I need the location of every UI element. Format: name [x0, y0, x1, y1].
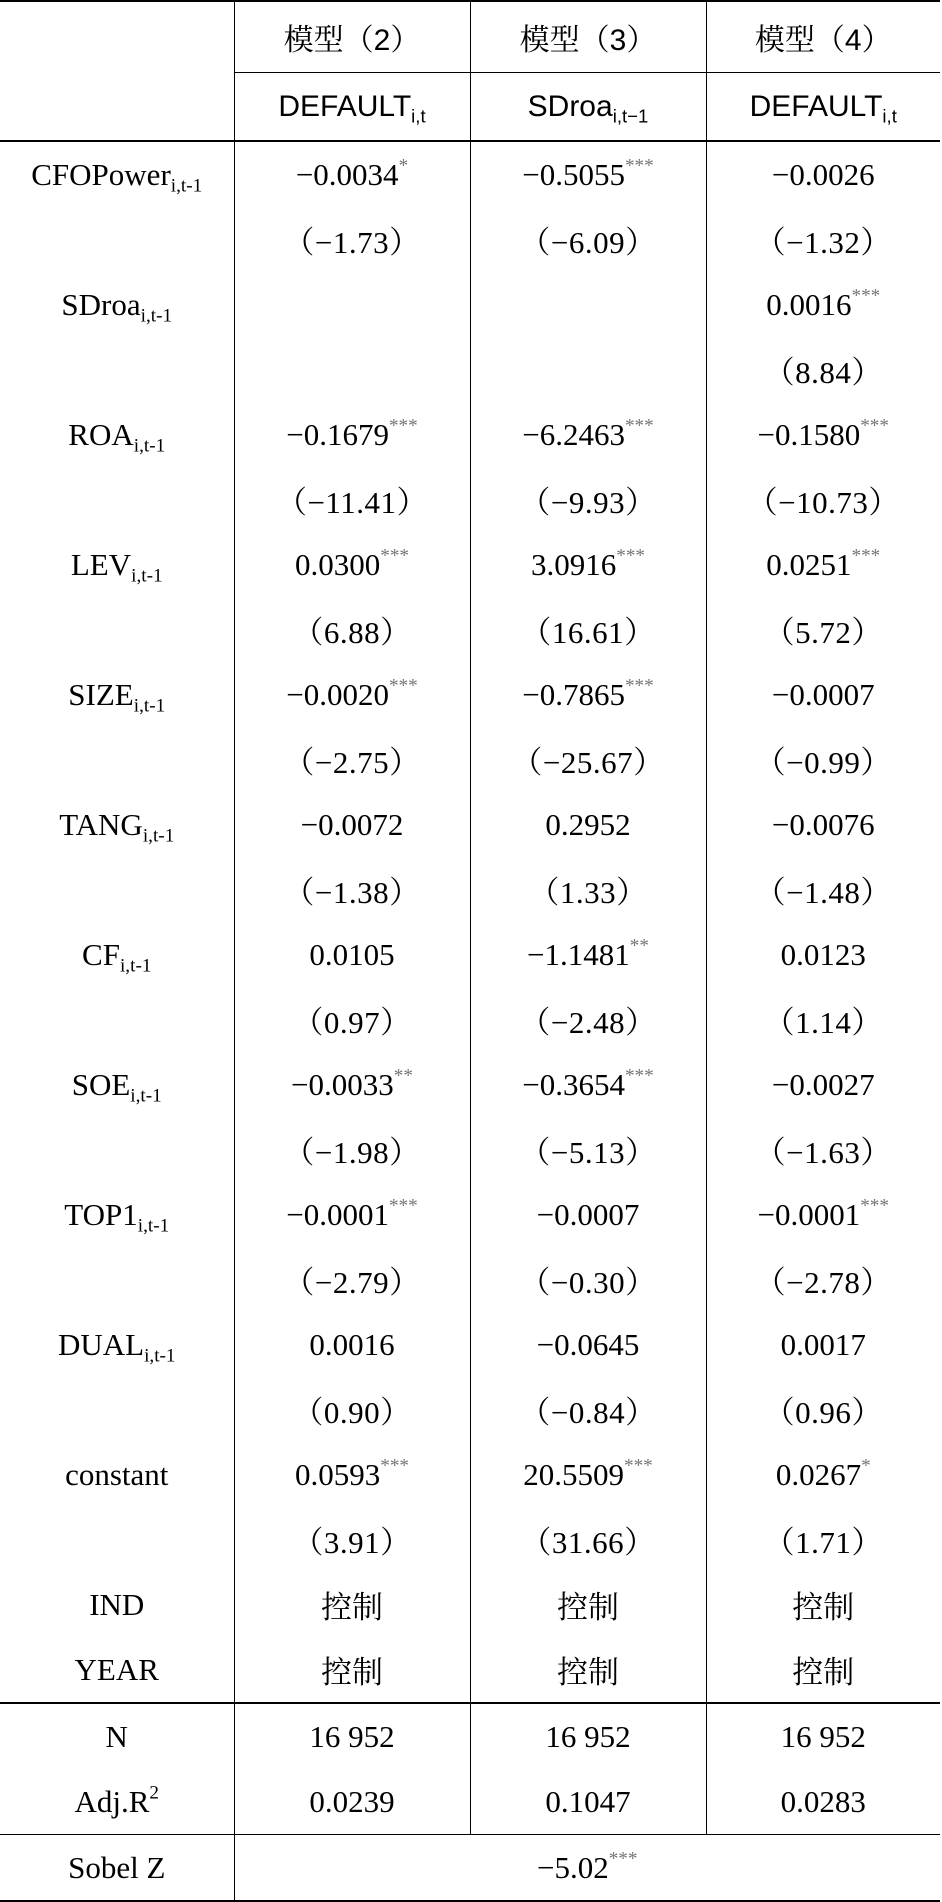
coef-value: −1.1481	[527, 936, 630, 972]
tstat-cell: （−25.67）	[470, 727, 706, 792]
tstat-cell: （−9.93）	[470, 467, 706, 532]
variable-name: DUAL	[57, 1326, 145, 1362]
sobel-row	[0, 1835, 940, 1902]
coef-cell	[706, 402, 940, 467]
significance-stars: ***	[851, 545, 881, 567]
variable-label	[0, 1312, 234, 1377]
variable-name: CF	[82, 936, 120, 972]
variable-subscript: i,t-1	[140, 305, 173, 327]
coef-cell	[470, 141, 706, 207]
dependent-var-header: $DEFAULT_{i,t}$	[234, 73, 470, 142]
significance-stars: ***	[624, 1065, 654, 1087]
variable-subscript: i,t-1	[133, 435, 166, 457]
coef-value: −0.0001	[757, 1196, 861, 1232]
coef-cell	[470, 1052, 706, 1117]
tstat-cell: （6.88）	[234, 597, 470, 662]
empty-label	[0, 857, 234, 922]
header-corner	[0, 73, 234, 142]
coef-cell	[234, 1442, 470, 1507]
sobel-value	[234, 1835, 940, 1902]
empty-label	[0, 467, 234, 532]
header-corner	[0, 1, 234, 73]
coef-cell	[706, 662, 940, 727]
tstat-cell: （16.61）	[470, 597, 706, 662]
variable-subscript: i,t-1	[142, 825, 175, 847]
coef-cell	[234, 1052, 470, 1117]
coef-value: −0.1679	[286, 416, 389, 452]
stat-label	[0, 1703, 234, 1769]
coef-value: 3.0916	[530, 546, 617, 582]
dependent-var-header: $DEFAULT_{i,t}$	[706, 73, 940, 142]
coef-row	[0, 1182, 940, 1247]
control-cell: 控制	[234, 1637, 470, 1703]
empty-label	[0, 1377, 234, 1442]
stat-label	[0, 1769, 234, 1835]
coef-cell	[706, 1052, 940, 1117]
variable-label	[0, 662, 234, 727]
coef-cell	[706, 922, 940, 987]
tstat-cell: （3.91）	[234, 1507, 470, 1572]
control-cell: 控制	[792, 1655, 855, 1690]
coef-row	[0, 402, 940, 467]
tstat-cell: （1.14）	[763, 1005, 883, 1040]
variable-label	[0, 272, 234, 337]
coef-cell	[470, 1442, 706, 1507]
coef-value: −0.0033	[291, 1066, 394, 1102]
coef-cell	[234, 402, 470, 467]
stat-name: N	[105, 1718, 128, 1754]
tstat-cell: （−2.75）	[234, 727, 470, 792]
variable-label	[0, 532, 234, 597]
tstat-row	[0, 987, 940, 1052]
empty-label	[0, 337, 234, 402]
coef-value: 20.5509	[523, 1456, 624, 1492]
variable-label	[0, 1442, 234, 1507]
coef-value: 0.0593	[294, 1456, 381, 1492]
coef-value: −0.7865	[522, 676, 625, 712]
tstat-cell: （−11.41）	[234, 467, 470, 532]
control-label: YEAR	[0, 1637, 234, 1703]
header-row-dependent	[0, 73, 940, 142]
coef-cell	[706, 792, 940, 857]
coef-value: −0.0007	[771, 676, 875, 712]
empty-label	[0, 1507, 234, 1572]
stat-row	[0, 1703, 940, 1769]
coef-cell	[706, 532, 940, 597]
tstat-cell: （−6.09）	[470, 207, 706, 272]
coef-row	[0, 1052, 940, 1117]
control-cell: 控制	[470, 1572, 706, 1637]
sobel-label: Sobel Z	[0, 1835, 234, 1902]
significance-stars: ***	[608, 1848, 638, 1870]
coef-value: −0.0076	[771, 806, 875, 842]
stat-cell: 16 952	[234, 1703, 470, 1769]
coef-value: 0.0300	[294, 546, 381, 582]
coef-value: −0.1580	[757, 416, 861, 452]
tstat-cell: （−0.84）	[470, 1377, 706, 1442]
model-header: 模型（3）	[470, 1, 706, 73]
tstat-row	[0, 857, 940, 922]
significance-stars: ***	[623, 1455, 653, 1477]
tstat-row	[0, 1117, 940, 1182]
coef-value: −6.2463	[522, 416, 625, 452]
coef-cell	[470, 662, 706, 727]
coef-cell	[470, 922, 706, 987]
coef-value: 0.0123	[780, 936, 866, 972]
variable-name: LEV	[70, 546, 132, 582]
tstat-row	[0, 1377, 940, 1442]
coef-cell	[470, 532, 706, 597]
coef-value: 0.0251	[766, 546, 852, 582]
control-cell: 控制	[792, 1590, 855, 1625]
sobel-number: −5.02	[536, 1849, 609, 1885]
tstat-cell: （8.84）	[763, 355, 883, 390]
tstat-cell: （−0.30）	[470, 1247, 706, 1312]
coef-cell	[234, 1312, 470, 1377]
stat-cell: 16 952	[470, 1703, 706, 1769]
tstat-cell: （−1.48）	[754, 875, 892, 910]
coef-value: −0.0027	[771, 1066, 875, 1102]
coef-cell	[470, 1182, 706, 1247]
tstat-cell: （0.90）	[234, 1377, 470, 1442]
variable-subscript: i,t-1	[170, 175, 203, 197]
coef-row	[0, 1442, 940, 1507]
tstat-cell: （0.96）	[763, 1395, 883, 1430]
variable-name: SIZE	[68, 676, 134, 712]
tstat-cell: （31.66）	[470, 1507, 706, 1572]
coef-value: 0.0017	[780, 1326, 866, 1362]
dependent-var-header: SDroa$_{i,t-1}$	[470, 73, 706, 142]
empty-label	[0, 1247, 234, 1312]
significance-stars: *	[398, 155, 409, 177]
coef-value: 0.0016	[309, 1326, 395, 1362]
empty-label	[0, 987, 234, 1052]
coef-cell	[706, 141, 940, 207]
variable-subscript: i,t-1	[133, 695, 166, 717]
coef-cell	[470, 272, 706, 337]
tstat-cell: （−10.73）	[746, 485, 900, 520]
coef-value: 0.2952	[545, 806, 631, 842]
variable-name: SDroa	[61, 286, 141, 322]
coef-value: −0.0026	[771, 156, 875, 192]
control-row	[0, 1572, 940, 1637]
coef-row	[0, 1312, 940, 1377]
control-row	[0, 1637, 940, 1703]
tstat-cell: （−2.48）	[470, 987, 706, 1052]
coef-value: −0.0007	[536, 1196, 640, 1232]
significance-stars: ***	[616, 545, 646, 567]
tstat-cell: （−1.38）	[234, 857, 470, 922]
variable-name: TOP1	[64, 1196, 138, 1232]
stat-cell: 16 952	[706, 1703, 940, 1769]
empty-label	[0, 207, 234, 272]
coef-value: −0.0020	[286, 676, 389, 712]
tstat-row	[0, 467, 940, 532]
tstat-row	[0, 1247, 940, 1312]
significance-stars: ***	[380, 1455, 410, 1477]
significance-stars: ***	[388, 415, 418, 437]
tstat-cell: （−0.99）	[754, 745, 892, 780]
significance-stars: ***	[851, 285, 881, 307]
tstat-cell: （−2.78）	[754, 1265, 892, 1300]
variable-label	[0, 1052, 234, 1117]
coef-row	[0, 532, 940, 597]
tstat-row	[0, 1507, 940, 1572]
tstat-cell: （−5.13）	[470, 1117, 706, 1182]
stat-cell: 0.0283	[780, 1783, 866, 1819]
variable-label	[0, 1182, 234, 1247]
coef-row	[0, 922, 940, 987]
significance-stars: ***	[388, 1195, 418, 1217]
model-header: 模型（4）	[706, 1, 940, 73]
tstat-cell: （0.97）	[234, 987, 470, 1052]
coef-cell	[234, 1182, 470, 1247]
tstat-cell: （−1.98）	[234, 1117, 470, 1182]
coef-cell	[706, 1442, 940, 1507]
coef-cell	[706, 272, 940, 337]
significance-stars: **	[393, 1065, 413, 1087]
significance-stars: ***	[624, 415, 654, 437]
table-body	[0, 1, 940, 1901]
coef-value: −0.5055	[522, 156, 625, 192]
empty-label	[0, 727, 234, 792]
variable-name: constant	[65, 1456, 169, 1492]
coef-value: 0.0267	[775, 1456, 862, 1492]
tstat-cell	[234, 337, 470, 402]
significance-stars: **	[629, 935, 649, 957]
tstat-cell: （−1.73）	[234, 207, 470, 272]
coef-cell	[234, 272, 470, 337]
variable-label	[0, 792, 234, 857]
tstat-cell: （−1.32）	[754, 225, 892, 260]
tstat-cell: （−1.63）	[754, 1135, 892, 1170]
coef-cell	[706, 1182, 940, 1247]
tstat-row	[0, 337, 940, 402]
variable-name: TANG	[59, 806, 143, 842]
coef-cell	[234, 662, 470, 727]
variable-subscript: i,t-1	[144, 1345, 176, 1367]
variable-subscript: i,t-1	[119, 955, 152, 977]
stat-cell: 0.0239	[234, 1769, 470, 1835]
coef-row	[0, 272, 940, 337]
tstat-cell: （5.72）	[763, 615, 883, 650]
coef-cell	[470, 792, 706, 857]
significance-stars: ***	[860, 1195, 890, 1217]
tstat-cell: （−2.79）	[234, 1247, 470, 1312]
coef-value: −0.3654	[522, 1066, 625, 1102]
significance-stars: ***	[624, 155, 654, 177]
tstat-cell	[470, 337, 706, 402]
tstat-row	[0, 727, 940, 792]
significance-stars: ***	[380, 545, 410, 567]
variable-name: SOE	[71, 1066, 131, 1102]
coef-cell	[470, 402, 706, 467]
significance-stars: ***	[860, 415, 890, 437]
coef-cell	[234, 532, 470, 597]
coef-cell	[234, 792, 470, 857]
stat-name: Adj.R	[74, 1783, 150, 1819]
tstat-row	[0, 597, 940, 662]
coef-value: −0.0645	[536, 1326, 640, 1362]
control-cell: 控制	[234, 1572, 470, 1637]
coef-value: −0.0072	[300, 806, 404, 842]
significance-stars: *	[861, 1455, 871, 1477]
variable-name: ROA	[68, 416, 134, 452]
coef-row	[0, 141, 940, 207]
variable-label	[0, 141, 234, 207]
empty-label	[0, 1117, 234, 1182]
stat-cell: 0.1047	[470, 1769, 706, 1835]
coef-cell	[234, 141, 470, 207]
control-label: IND	[0, 1572, 234, 1637]
empty-label	[0, 597, 234, 662]
significance-stars: ***	[624, 675, 654, 697]
variable-subscript: i,t-1	[137, 1215, 170, 1237]
coef-row	[0, 792, 940, 857]
tstat-cell: （1.33）	[470, 857, 706, 922]
coef-row	[0, 662, 940, 727]
coef-value: 0.0105	[309, 936, 395, 972]
stat-row	[0, 1769, 940, 1835]
variable-name: CFOPower	[31, 156, 171, 192]
coef-cell	[470, 1312, 706, 1377]
variable-label	[0, 402, 234, 467]
coef-value: 0.0016	[766, 286, 852, 322]
coef-value: −0.0001	[286, 1196, 389, 1232]
variable-label	[0, 922, 234, 987]
model-header: 模型（2）	[234, 1, 470, 73]
significance-stars: ***	[388, 675, 418, 697]
coef-value: −0.0034	[295, 156, 399, 192]
coef-cell	[234, 922, 470, 987]
variable-subscript: i,t-1	[130, 1085, 162, 1107]
coef-cell	[706, 1312, 940, 1377]
tstat-cell: （1.71）	[763, 1525, 883, 1560]
tstat-row	[0, 207, 940, 272]
header-row-models	[0, 1, 940, 73]
stat-superscript: 2	[149, 1782, 160, 1804]
control-cell: 控制	[470, 1637, 706, 1703]
variable-subscript: i,t-1	[131, 565, 163, 587]
